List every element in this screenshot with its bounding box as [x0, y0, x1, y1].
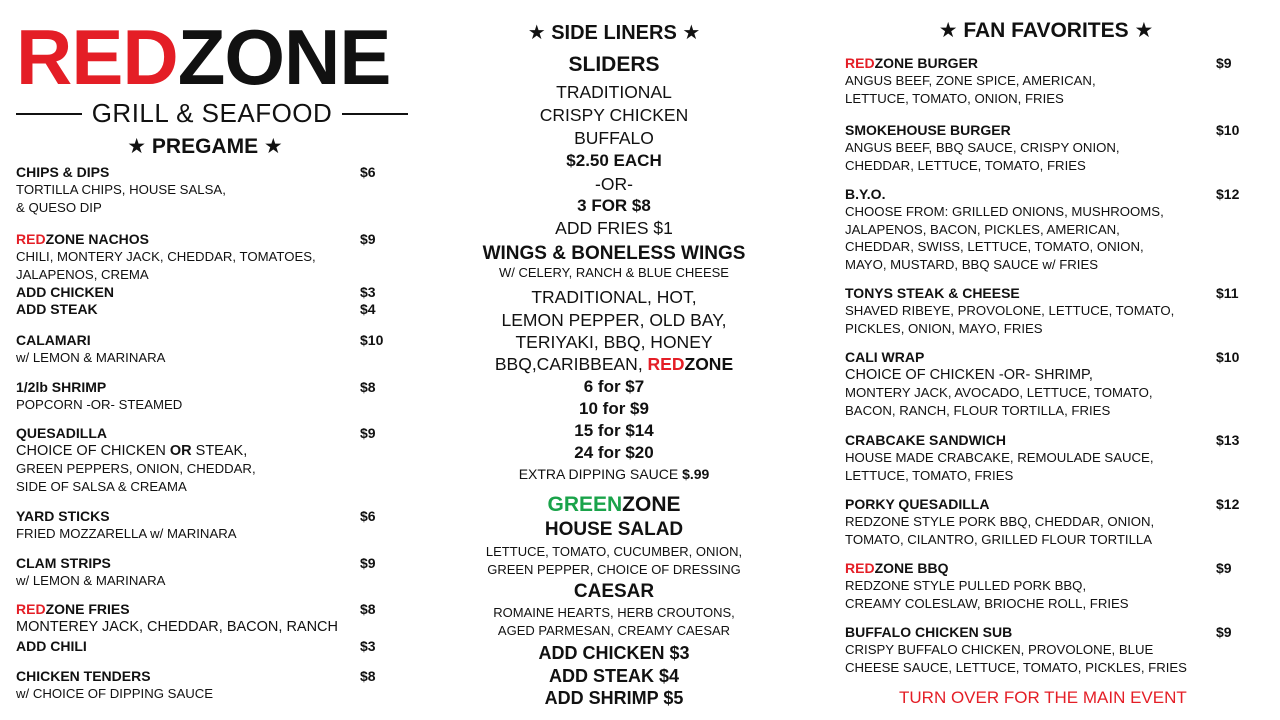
slider-type: BUFFALO: [574, 128, 654, 148]
menu-item-chicken-tenders: CHICKEN TENDERS $8 w/ CHOICE OF DIPPING SAUCE: [16, 668, 396, 703]
wings-title: WINGS & BONELESS WINGS: [482, 243, 746, 264]
item-desc: SHAVED RIBEYE, PROVOLONE, LETTUCE, TOMATO,: [845, 303, 1175, 318]
item-desc: w/ CHOICE OF DIPPING SAUCE: [16, 686, 214, 701]
menu-item-shrimp: 1/2lb SHRIMP $8 POPCORN -OR- STEAMED: [16, 379, 396, 414]
pregame-title: ★ PREGAME ★: [127, 135, 283, 158]
menu-item-redzone-fries: REDZONE FRIES $8 MONTEREY JACK, CHEDDAR, BACON, RANCH: [16, 601, 396, 636]
item-price: $3: [360, 284, 376, 300]
menu-item-byo: B.Y.O. $12 CHOOSE FROM: GRILLED ONIONS, MUSHROOMS, JALAPENOS, BACON, PICKLES, AMERICAN, CHEDDAR, SWISS, LETTUCE, TOMATO, ONION, MAYO, MUSTARD, BBQ SAUCE w/ FRIES: [845, 186, 1245, 273]
item-desc: LETTUCE, TOMATO, FRIES: [845, 467, 1014, 483]
wings-price: 24 for $20: [574, 443, 654, 462]
wings-price: 10 for $9: [579, 399, 649, 418]
greenzone-title: GREENZONE: [547, 493, 681, 516]
item-price: $4: [360, 301, 376, 317]
item-desc: w/ LEMON & MARINARA: [16, 350, 166, 365]
item-price: $9: [360, 555, 376, 571]
salad-addon: ADD SHRIMP $5: [544, 688, 684, 708]
item-desc: CHEDDAR, LETTUCE, TOMATO, FRIES: [845, 157, 1086, 173]
item-price: $12: [1216, 186, 1240, 202]
item-desc: CRISPY BUFFALO CHICKEN, PROVOLONE, BLUE: [845, 642, 1154, 657]
or-divider: -OR-: [595, 174, 633, 194]
salad-addon: ADD CHICKEN $3: [538, 643, 690, 663]
item-desc: ANGUS BEEF, ZONE SPICE, AMERICAN,: [845, 73, 1096, 88]
item-desc: CREAMY COLESLAW, BRIOCHE ROLL, FRIES: [845, 595, 1129, 611]
item-price: $9: [360, 231, 376, 247]
slider-type: TRADITIONAL: [556, 82, 672, 102]
turn-over-note: TURN OVER FOR THE MAIN EVENT: [899, 688, 1187, 707]
wings-flavor: LEMON PEPPER, OLD BAY,: [501, 310, 727, 330]
menu-item-calamari: CALAMARI $10 w/ LEMON & MARINARA: [16, 332, 396, 367]
item-desc: w/ LEMON & MARINARA: [16, 573, 166, 588]
caesar-desc: ROMAINE HEARTS, HERB CROUTONS,: [493, 605, 735, 620]
menu-item-porky-quesadilla: PORKY QUESADILLA $12 REDZONE STYLE PORK BBQ, CHEDDAR, ONION, TOMATO, CILANTRO, GRILLED FLOUR TORTILLA: [845, 496, 1245, 548]
item-desc: & QUESO DIP: [16, 199, 102, 215]
item-price: $6: [360, 164, 376, 180]
menu-item-redzone-burger: REDZONE BURGER $9 ANGUS BEEF, ZONE SPICE, AMERICAN, LETTUCE, TOMATO, ONION, FRIES: [845, 55, 1245, 107]
item-price: $3: [360, 638, 376, 654]
wings-flavor: BBQ,CARIBBEAN, REDZONE: [494, 354, 734, 374]
item-desc: REDZONE STYLE PORK BBQ, CHEDDAR, ONION,: [845, 514, 1155, 529]
sliders-price-each: $2.50 EACH: [566, 151, 662, 170]
slider-type: CRISPY CHICKEN: [539, 105, 689, 125]
item-price: $9: [360, 425, 376, 441]
item-desc: JALAPENOS, CREMA: [16, 266, 149, 282]
wings-flavor: TERIYAKI, BBQ, HONEY: [515, 332, 713, 352]
item-desc: SIDE OF SALSA & CREAMA: [16, 478, 187, 494]
menu-item-crabcake-sandwich: CRABCAKE SANDWICH $13 HOUSE MADE CRABCAKE, REMOULADE SAUCE, LETTUCE, TOMATO, FRIES: [845, 432, 1245, 484]
item-price: $9: [1216, 624, 1232, 640]
item-desc: MONTEREY JACK, CHEDDAR, BACON, RANCH: [16, 619, 338, 635]
menu-addon-add-chicken: ADD CHICKEN $3: [16, 284, 376, 300]
caesar-title: CAESAR: [573, 581, 655, 602]
sliders-title: SLIDERS: [568, 53, 660, 76]
menu-item-chips-dips: CHIPS & DIPS $6 TORTILLA CHIPS, HOUSE SALSA, & QUESO DIP: [16, 164, 396, 216]
item-desc: PICKLES, ONION, MAYO, FRIES: [845, 320, 1043, 336]
fan-favorites-title: ★ FAN FAVORITES ★: [938, 19, 1154, 42]
item-price: $11: [1216, 285, 1239, 301]
item-price: $10: [1216, 349, 1240, 365]
side-liners-title: ★ SIDE LINERS ★: [527, 22, 701, 44]
item-desc: POPCORN -OR- STEAMED: [16, 397, 183, 412]
item-desc: GREEN PEPPERS, ONION, CHEDDAR,: [16, 461, 256, 476]
salad-addon: ADD STEAK $4: [548, 666, 680, 686]
item-price: $9: [1216, 560, 1232, 576]
item-price: $8: [360, 379, 376, 395]
item-desc: HOUSE MADE CRABCAKE, REMOULADE SAUCE,: [845, 450, 1154, 465]
logo-wordmark: REDZONE: [16, 13, 391, 101]
menu-item-smokehouse-burger: SMOKEHOUSE BURGER $10 ANGUS BEEF, BBQ SAUCE, CRISPY ONION, CHEDDAR, LETTUCE, TOMATO, FRIES: [845, 122, 1245, 174]
item-desc: CHOICE OF CHICKEN -OR- SHRIMP,: [845, 367, 1093, 383]
item-price: $8: [360, 668, 376, 684]
wings-price: 15 for $14: [574, 421, 654, 440]
item-desc: CHOICE OF CHICKEN OR STEAK,: [16, 443, 248, 459]
menu-item-clam-strips: CLAM STRIPS $9 w/ LEMON & MARINARA: [16, 555, 396, 590]
menu-item-redzone-bbq: REDZONE BBQ $9 REDZONE STYLE PULLED PORK BBQ, CREAMY COLESLAW, BRIOCHE ROLL, FRIES: [845, 560, 1245, 612]
menu-item-cali-wrap: CALI WRAP $10 CHOICE OF CHICKEN -OR- SHRIMP, MONTERY JACK, AVOCADO, LETTUCE, TOMATO, BACON, RANCH, FLOUR TORTILLA, FRIES: [845, 349, 1245, 419]
wings-price: 6 for $7: [583, 377, 645, 396]
item-desc: TORTILLA CHIPS, HOUSE SALSA,: [16, 182, 226, 197]
side-liners-column: [460, 0, 768, 720]
item-desc: REDZONE STYLE PULLED PORK BBQ,: [845, 578, 1087, 593]
item-price: $13: [1216, 432, 1240, 448]
house-salad-title: HOUSE SALAD: [544, 519, 684, 540]
logo-rule-right: [342, 113, 408, 115]
item-desc: CHILI, MONTERY JACK, CHEDDAR, TOMATOES,: [16, 249, 316, 264]
item-desc: BACON, RANCH, FLOUR TORTILLA, FRIES: [845, 402, 1111, 418]
menu-item-redzone-nachos: REDZONE NACHOS $9 CHILI, MONTERY JACK, CHEDDAR, TOMATOES, JALAPENOS, CREMA: [16, 231, 396, 283]
menu-item-yard-sticks: YARD STICKS $6 FRIED MOZZARELLA w/ MARINARA: [16, 508, 396, 543]
item-desc: CHOOSE FROM: GRILLED ONIONS, MUSHROOMS,: [845, 204, 1164, 219]
wings-flavor: TRADITIONAL, HOT,: [531, 287, 697, 307]
item-desc: MONTERY JACK, AVOCADO, LETTUCE, TOMATO,: [845, 385, 1153, 400]
item-desc: CHEESE SAUCE, LETTUCE, TOMATO, PICKLES, FRIES: [845, 659, 1187, 675]
item-desc: TOMATO, CILANTRO, GRILLED FLOUR TORTILLA: [845, 531, 1153, 547]
item-desc: ANGUS BEEF, BBQ SAUCE, CRISPY ONION,: [845, 140, 1120, 155]
menu-item-quesadilla: QUESADILLA $9 CHOICE OF CHICKEN OR STEAK, GREEN PEPPERS, ONION, CHEDDAR, SIDE OF SALSA & CREAMA: [16, 425, 396, 495]
item-desc: CHEDDAR, SWISS, LETTUCE, TOMATO, ONION,: [845, 239, 1144, 254]
item-price: $12: [1216, 496, 1240, 512]
house-salad-desc: LETTUCE, TOMATO, CUCUMBER, ONION,: [485, 544, 743, 559]
item-desc: MAYO, MUSTARD, BBQ SAUCE w/ FRIES: [845, 256, 1099, 272]
add-fries: ADD FRIES $1: [555, 218, 673, 238]
wings-subtitle: W/ CELERY, RANCH & BLUE CHEESE: [499, 265, 729, 280]
house-salad-desc: GREEN PEPPER, CHOICE OF DRESSING: [487, 562, 741, 577]
sliders-deal: 3 FOR $8: [577, 196, 651, 215]
menu-addon-add-steak: ADD STEAK $4: [16, 301, 376, 317]
menu-item-buffalo-chicken-sub: BUFFALO CHICKEN SUB $9 CRISPY BUFFALO CHICKEN, PROVOLONE, BLUE CHEESE SAUCE, LETTUCE, TOMATO, PICKLES, FRIES: [845, 624, 1245, 676]
item-desc: LETTUCE, TOMATO, ONION, FRIES: [845, 90, 1064, 106]
menu-item-tonys-steak-cheese: TONYS STEAK & CHEESE $11 SHAVED RIBEYE, PROVOLONE, LETTUCE, TOMATO, PICKLES, ONION, MAYO, FRIES: [845, 285, 1245, 337]
logo-subtitle: GRILL & SEAFOOD: [16, 98, 408, 129]
item-desc: JALAPENOS, BACON, PICKLES, AMERICAN,: [845, 221, 1120, 237]
item-price: $9: [1216, 55, 1232, 71]
item-price: $10: [360, 332, 384, 348]
logo-rule-left: [16, 113, 82, 115]
item-price: $6: [360, 508, 376, 524]
extra-dipping-sauce: EXTRA DIPPING SAUCE $.99: [518, 466, 710, 482]
item-price: $8: [360, 601, 376, 617]
item-desc: FRIED MOZZARELLA w/ MARINARA: [16, 526, 237, 541]
logo: [16, 13, 408, 129]
caesar-desc: AGED PARMESAN, CREAMY CAESAR: [497, 623, 731, 638]
menu-addon-add-chili: ADD CHILI $3: [16, 638, 376, 654]
item-price: $10: [1216, 122, 1240, 138]
